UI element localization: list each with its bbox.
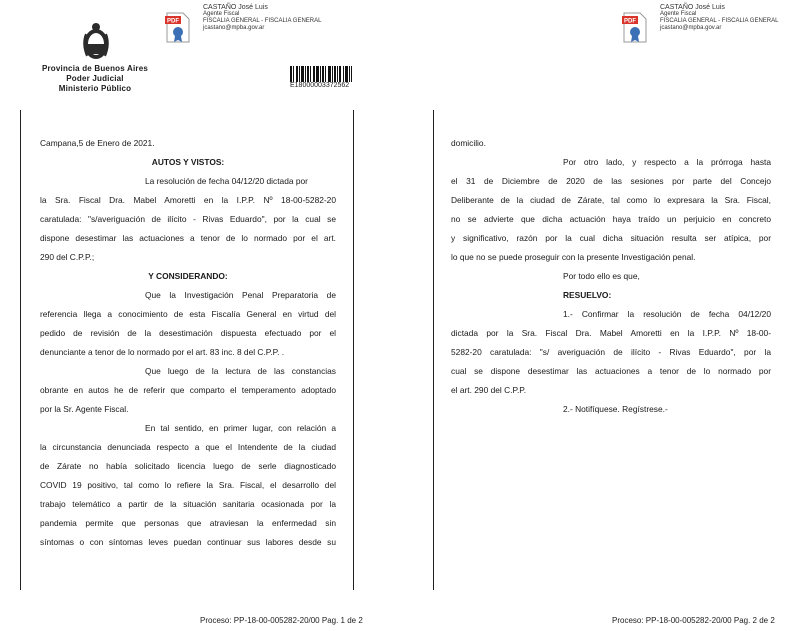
date-line: Campana,5 de Enero de 2021.: [40, 138, 155, 148]
paragraph-line: 290 del C.P.P.;: [40, 252, 95, 262]
resolution-item-2: 2.- Notifíquese. Regístrese.-: [563, 404, 668, 414]
signer-email: jcastano@mpba.gov.ar: [660, 25, 722, 31]
signature-block: [660, 4, 778, 32]
paragraph-line: no se advierte que dicha actuación haya traído un perjuicio en concreto: [451, 214, 771, 224]
paragraph-line: dispone desestimar las actuaciones a tenor de lo normado por el art.: [40, 233, 336, 243]
paragraph-line: lo que no se puede proseguir con la presente Investigación penal.: [451, 252, 696, 262]
paragraph-line: denunciante a tenor de lo normado por el art. 83 inc. 8 del C.P.P. .: [40, 347, 285, 357]
resolution-line: el art. 290 del C.P.P.: [451, 385, 527, 395]
signer-office: FISCALIA GENERAL - FISCALIA GENERAL: [203, 18, 322, 24]
barcode-number: E18000003372562: [290, 82, 350, 89]
signer-role: Agente Fiscal: [660, 11, 697, 17]
paragraph-line: por la Sr. Agente Fiscal.: [40, 404, 129, 414]
paragraph-line: caratulada: "s/averiguación de ilícito - Rivas Eduardo", por la cual se: [40, 214, 336, 224]
heading-resuelvo: RESUELVO:: [563, 290, 612, 300]
paragraph-line: la Sra. Fiscal Dra. Mabel Amoretti en la I.P.P. Nº 18-00-5282-20: [40, 195, 336, 205]
paragraph-line: Por todo ello es que,: [563, 271, 640, 281]
paragraph-line: COVID 19 positivo, tal como lo refiere la Sra. Fiscal, el desarrollo del: [40, 480, 336, 490]
institution-line-2: Poder Judicial: [66, 74, 124, 83]
paragraph-line: síntomas o con síntomas leves puedan continuar sus labores desde su: [40, 537, 336, 547]
paragraph-line: el 31 de Diciembre de 2020 de las sesiones por parte del Concejo: [451, 176, 771, 186]
paragraph-line: Deliberante de la ciudad de Zárate, tal como lo expresara la Sra. Fiscal,: [451, 195, 771, 205]
paragraph-line: domicilio.: [451, 138, 486, 148]
page-2-body: [451, 134, 771, 419]
pdf-file-icon: [165, 12, 191, 44]
page-1-body: [40, 134, 336, 552]
paragraph-line: La resolución de fecha 04/12/20 dictada por: [145, 176, 308, 186]
coat-of-arms-icon: [80, 20, 112, 64]
left-margin-line: [433, 110, 434, 590]
paragraph-line: de Zárate no había solicitado licencia luego de serle diagnosticado: [40, 461, 336, 471]
page-footer: Proceso: PP-18-00-005282-20/00 Pag. 2 de 2: [612, 616, 775, 625]
heading-y-considerando: Y CONSIDERANDO:: [148, 271, 228, 281]
paragraph-line: Por otro lado, y respecto a la prórroga hasta: [563, 157, 771, 167]
svg-text:PDF: PDF: [624, 18, 636, 25]
paragraph-line: Que luego de la lectura de las constancias: [145, 366, 336, 376]
paragraph-line: y significativo, razón por la cual dicha situación resulta ser atípica, por: [451, 233, 771, 243]
right-margin-line: [353, 110, 354, 590]
document-page-2: [397, 0, 794, 631]
paragraph-line: referencia llega a conocimiento de esta Fiscalía General en virtud del: [40, 309, 336, 319]
paragraph-line: obrante en autos he de referir que comparto el temperamento adoptado: [40, 385, 336, 395]
left-margin-line: [20, 110, 21, 590]
barcode-icon: [290, 66, 352, 82]
institution-line-3: Ministerio Público: [58, 84, 132, 93]
signer-email: jcastano@mpba.gov.ar: [203, 25, 265, 31]
paragraph-line: pandemia permite que personas que atraviesan la enfermedad sin: [40, 518, 336, 528]
paragraph-line: la circunstancia denunciada respecto a que el Intendente de la ciudad: [40, 442, 336, 452]
page-footer: Proceso: PP-18-00-005282-20/00 Pag. 1 de 2: [200, 616, 363, 625]
paragraph-line: trabajo telemático a partir de la situación sanitaria ocasionada por la: [40, 499, 336, 509]
pdf-file-icon: [622, 12, 648, 44]
resolution-line: 5282-20 caratulada: "s/ averiguación de ilícito - Rivas Eduardo", por la: [451, 347, 771, 357]
heading-autos-y-vistos: AUTOS Y VISTOS:: [151, 157, 225, 167]
paragraph-line: Que la Investigación Penal Preparatoria de: [145, 290, 336, 300]
resolution-item-1: 1.- Confirmar la resolución de fecha 04/12/20: [563, 309, 771, 319]
signature-block: [203, 4, 321, 32]
institution-header: [20, 64, 170, 94]
signer-office: FISCALIA GENERAL - FISCALIA GENERAL: [660, 18, 779, 24]
paragraph-line: En tal sentido, en primer lugar, con relación a: [145, 423, 336, 433]
signer-role: Agente Fiscal: [203, 11, 240, 17]
resolution-line: dictada por la Sra. Fiscal Dra. Mabel Amoretti en la I.P.P. Nº 18-00-: [451, 328, 771, 338]
resolution-line: cual se dispone desestimar las actuaciones a tenor de lo normado por: [451, 366, 771, 376]
institution-line-1: Provincia de Buenos Aires: [41, 64, 149, 73]
signer-name: CASTAÑO José Luis: [660, 4, 725, 11]
paragraph-line: pedido de revisión de la desestimación dispuesta efectuado por el: [40, 328, 336, 338]
signer-name: CASTAÑO José Luis: [203, 4, 268, 11]
svg-text:PDF: PDF: [167, 18, 179, 25]
